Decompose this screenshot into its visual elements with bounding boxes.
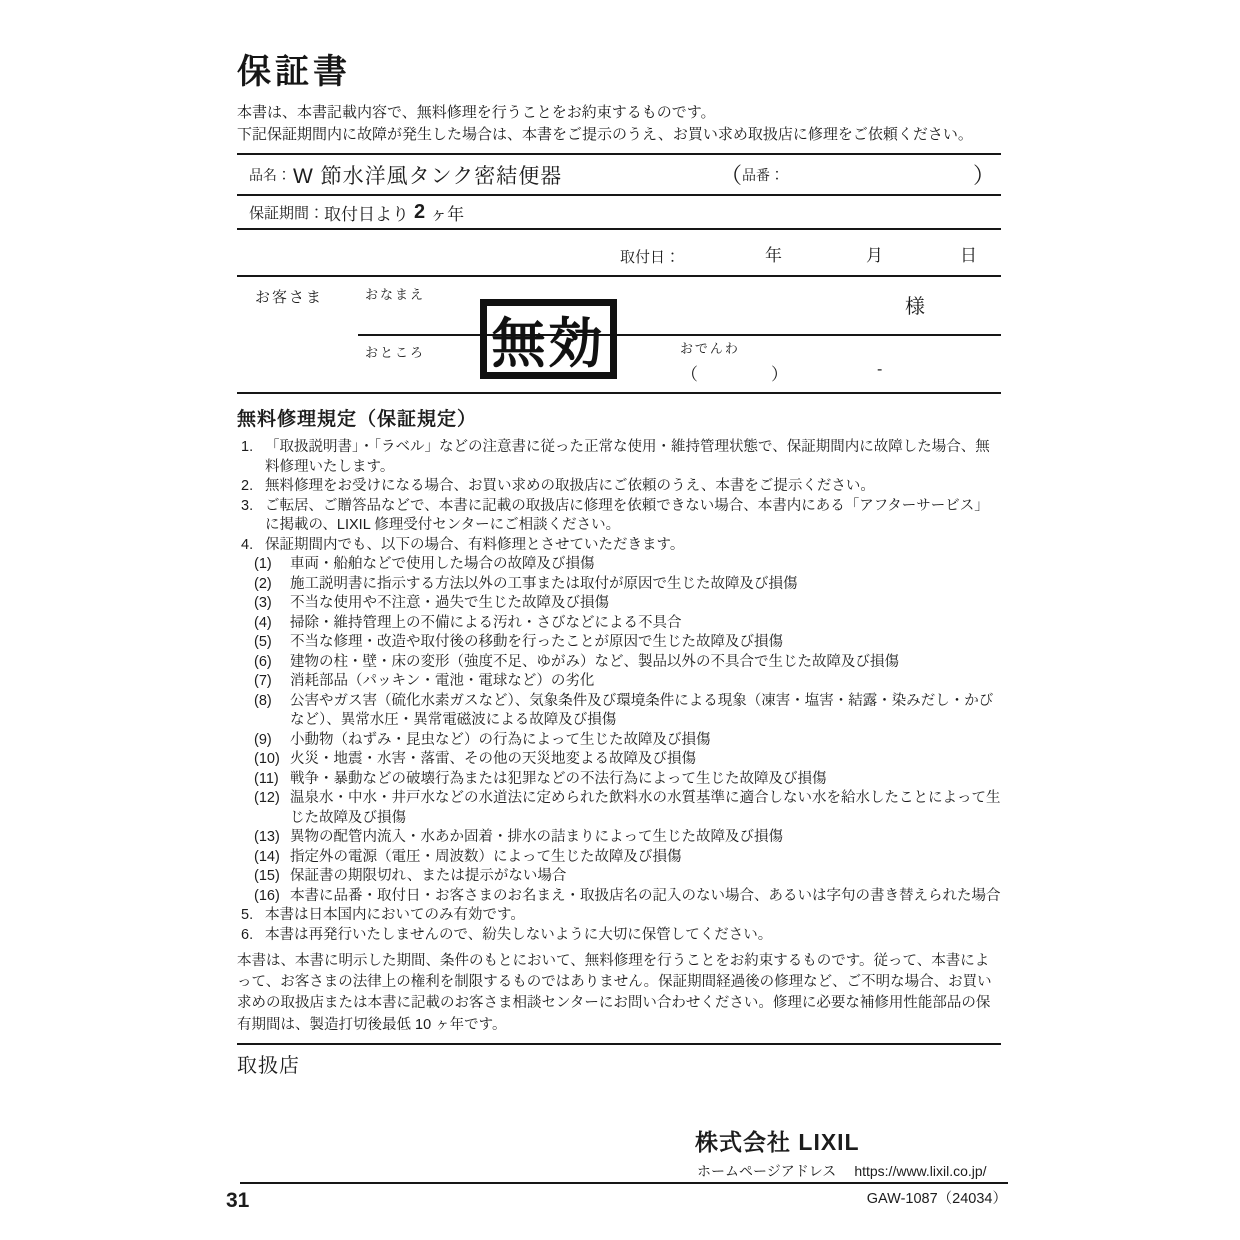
- rule-number: (9): [254, 731, 272, 748]
- install-date-row: [237, 230, 1001, 277]
- document-code: GAW-1087（24034）: [866, 1191, 1007, 1207]
- rule-number: (15): [254, 868, 280, 884]
- customer-phone-label: おでんわ: [680, 341, 740, 356]
- part-number-group: [720, 155, 995, 194]
- document-content: [237, 0, 1001, 1109]
- void-stamp: 無効: [480, 299, 617, 379]
- rule-number: (5): [254, 634, 272, 650]
- rule-number: 6.: [241, 926, 254, 943]
- part-number-paren-open: （: [720, 163, 743, 188]
- rule-number: (12): [254, 790, 280, 806]
- warranty-form: [237, 153, 1001, 394]
- rule-number: 5.: [241, 907, 254, 923]
- rule-number: (6): [254, 653, 272, 670]
- rule-item: [237, 614, 1001, 634]
- rule-text: 消耗部品（パッキン・電池・電球など）の劣化: [290, 673, 595, 689]
- rule-number: (11): [254, 770, 279, 787]
- product-row: [237, 155, 1001, 196]
- rule-item: [237, 789, 1001, 828]
- rule-number: (16): [254, 887, 280, 904]
- homepage-label: ホームページアドレス: [697, 1163, 837, 1179]
- intro-line-2: 下記保証期間内に故障が発生した場合は、本書をご提示のうえ、お買い求め取扱店に修理をご依頼ください。: [237, 126, 973, 143]
- rule-number: (7): [254, 673, 272, 689]
- part-number-label: 品番：: [742, 166, 785, 183]
- customer-address-label: おところ: [365, 345, 426, 360]
- rule-text: 「取扱説明書」・「ラベル」などの注意書に従った正常な使用・維持管理状態で、保証期間内に故障した場合、無料修理いたします。: [265, 439, 990, 475]
- rule-number: (2): [254, 575, 272, 592]
- rule-number: 3.: [241, 497, 254, 514]
- rule-item: [237, 653, 1001, 673]
- intro-paragraph: [237, 102, 1001, 146]
- rule-number: (14): [254, 848, 280, 865]
- warranty-years-value: 2: [414, 200, 426, 223]
- rule-item: [237, 828, 1001, 848]
- rule-text: 保証書の期限切れ、または提示がない場合: [290, 868, 567, 884]
- warranty-period-row: [237, 196, 1001, 230]
- install-date-month-label: 月: [866, 246, 883, 265]
- customer-row-divider: [358, 334, 1001, 336]
- rule-text: 掃除・維持管理上の不備による汚れ・さびなどによる不具合: [290, 614, 682, 631]
- dealer-section: [237, 1043, 1001, 1109]
- rule-item: [237, 887, 1001, 907]
- customer-name-label: おなまえ: [365, 287, 426, 302]
- rule-item: [237, 926, 1001, 946]
- rule-text: 温泉水・中水・井戸水などの水道法に定められた飲料水の水質基準に適合しない水を給水したことによって生じた故障及び損傷: [290, 790, 1001, 826]
- phone-paren-open: （: [681, 365, 698, 384]
- rule-number: (4): [254, 614, 272, 631]
- rule-text: 不当な修理・改造や取付後の移動を行ったことが原因で生じた故障及び損傷: [290, 634, 783, 650]
- product-label: 品名：: [249, 166, 291, 183]
- rule-text: 本書は日本国内においてのみ有効です。: [265, 907, 525, 923]
- rule-item: [237, 692, 1001, 731]
- rule-text: 公害やガス害（硫化水素ガスなど）、気象条件及び環境条件による現象（凍害・塩害・結露・染みだし・かびなど）、異常水圧・異常電磁波による故障及び損傷: [290, 692, 994, 728]
- closing-paragraph: 本書は、本書に明示した期間、条件のもとにおいて、無料修理を行うことをお約束するものです。従って、本書によって、お客さまの法律上の権利を制限するものではありません。保証期間経過後の修理など、ご不明な場合、お買い求めの取扱店または本書に記載のお客さま相談センターにお問い合わせください。修理に必要な補修用性能部品の保有期間は、製造打切後最低 10 ヶ年です。: [237, 953, 992, 1033]
- customer-section: [237, 277, 1001, 394]
- rule-item: [237, 477, 1001, 497]
- phone-paren-close: ）: [771, 365, 788, 384]
- rule-item: [237, 438, 1001, 477]
- rule-item: [237, 750, 1001, 770]
- honorific-label: 様: [905, 296, 925, 318]
- rule-item: [237, 575, 1001, 595]
- rules-list: [237, 438, 1001, 945]
- rule-number: (1): [254, 556, 272, 572]
- rule-number: (10): [254, 751, 280, 767]
- homepage-line: [697, 1161, 987, 1181]
- rule-number: 4.: [241, 536, 254, 553]
- rule-text: ご転居、ご贈答品などで、本書に記載の取扱店に修理を依頼できない場合、本書内にある「アフターサービス」に掲載の、LIXIL 修理受付センターにご相談ください。: [265, 497, 989, 533]
- rule-number: (13): [254, 829, 280, 845]
- rule-item: [237, 536, 1001, 556]
- rule-item: [237, 633, 1001, 653]
- rule-text: 小動物（ねずみ・昆虫など）の行為によって生じた故障及び損傷: [290, 731, 711, 748]
- rule-number: (8): [254, 692, 272, 709]
- rule-text: 本書に品番・取付日・お客さまのお名まえ・取扱店名の記入のない場合、あるいは字句の書き替えられた場合: [290, 887, 1001, 904]
- rule-text: 火災・地震・水害・落雷、その他の天災地変よる故障及び損傷: [290, 751, 696, 767]
- warranty-period-label: 保証期間：: [249, 204, 325, 222]
- customer-label: お客さま: [255, 289, 324, 306]
- warranty-period-prefix: 取付日より: [324, 204, 410, 224]
- rule-item: [237, 906, 1001, 926]
- install-date-day-label: 日: [960, 246, 977, 265]
- rule-item: [237, 867, 1001, 887]
- rule-text: 保証期間内でも、以下の場合、有料修理とさせていただきます。: [265, 536, 685, 553]
- rule-number: 1.: [241, 439, 254, 455]
- rule-text: 異物の配管内流入・水あか固着・排水の詰まりによって生じた故障及び損傷: [290, 829, 783, 845]
- rule-number: 2.: [241, 478, 254, 494]
- rule-item: [237, 731, 1001, 751]
- rule-text: 本書は再発行いたしませんので、紛失しないように大切に保管してください。: [265, 926, 773, 943]
- warranty-years-suffix: ヶ年: [430, 204, 465, 224]
- page-number: 31: [226, 1189, 250, 1212]
- rule-text: 指定外の電源（電圧・周波数）によって生じた故障及び損傷: [290, 848, 682, 865]
- page-title: 保証書: [237, 53, 351, 91]
- intro-line-1: 本書は、本書記載内容で、無料修理を行うことをお約束するものです。: [237, 104, 716, 121]
- rule-text: 戦争・暴動などの破壊行為または犯罪などの不法行為によって生じた故障及び損傷: [290, 770, 827, 787]
- phone-dash: -: [877, 361, 883, 378]
- install-date-year-label: 年: [765, 246, 782, 265]
- dealer-label: 取扱店: [237, 1054, 300, 1077]
- footer-divider: [240, 1182, 1008, 1184]
- rule-text: 車両・船舶などで使用した場合の故障及び損傷: [290, 556, 595, 572]
- rule-text: 施工説明書に指示する方法以外の工事または取付が原因で生じた故障及び損傷: [290, 575, 798, 592]
- part-number-paren-close: ）: [972, 163, 995, 188]
- rule-item: [237, 848, 1001, 868]
- company-name: 株式会社 LIXIL: [695, 1129, 860, 1155]
- homepage-url: https://www.lixil.co.jp/: [854, 1163, 987, 1179]
- rule-text: 建物の柱・壁・床の変形（強度不足、ゆがみ）など、製品以外の不具合で生じた故障及び損傷: [290, 653, 899, 670]
- rule-item: [237, 497, 1001, 536]
- rule-item: [237, 770, 1001, 790]
- rule-text: 不当な使用や不注意・過失で生じた故障及び損傷: [290, 595, 609, 611]
- install-date-label: 取付日：: [620, 249, 681, 266]
- rule-item: [237, 672, 1001, 692]
- rule-item: [237, 555, 1001, 575]
- rule-item: [237, 594, 1001, 614]
- product-name: W 節水洋風タンク密結便器: [293, 164, 563, 188]
- rules-heading: 無料修理規定（保証規定）: [237, 409, 478, 430]
- rule-text: 無料修理をお受けになる場合、お買い求めの取扱店にご依頼のうえ、本書をご提示ください。: [265, 478, 875, 494]
- rule-number: (3): [254, 595, 272, 611]
